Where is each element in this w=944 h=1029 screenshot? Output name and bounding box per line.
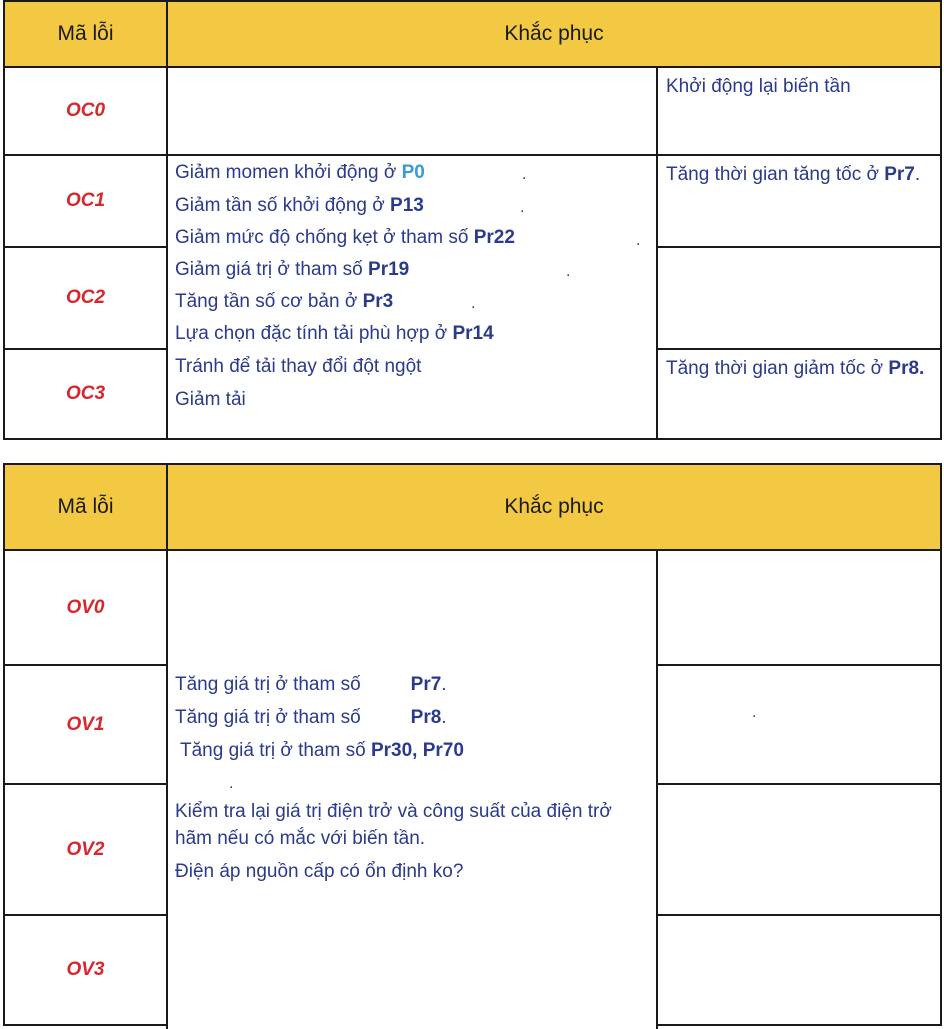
right-oc0 [656,66,942,156]
code-label: OC1 [65,190,106,211]
param-p13: P13 [390,195,424,216]
table1-header-code [3,0,168,68]
param-pr14: Pr14 [452,323,494,344]
table2-middle-merged [166,549,658,1029]
param-pr19: Pr19 [368,259,410,280]
code-ov1 [3,664,168,785]
right-oc3-text [666,355,936,382]
right-oc1-text: Tăng thời gian tăng tốc ở Pr7. [666,164,921,185]
code-oc3 [3,348,168,440]
fix-line-5: Tăng tần số cơ bản ở Pr3 [175,291,394,312]
code-label: OC0 [65,100,106,121]
code-label: OV2 [66,838,105,860]
param-pr7: Pr7 [884,164,915,185]
code-oc1 [3,154,168,248]
ov-paragraph: Kiểm tra lại giá trị điện trở và công suất của điện trở hãm nếu có mắc với biến tần. [175,801,612,849]
header-code-label: Mã lỗi [57,495,114,518]
right-oc0-text: Khởi động lại biến tần [666,76,851,97]
param-pr7: Pr7 [410,674,442,695]
param-p0: P0 [401,162,425,183]
code-label: OV1 [66,713,105,735]
param-pr22: Pr22 [473,227,515,248]
table1-middle-top [166,66,658,156]
param-pr30-pr70: Pr30, Pr70 [370,740,464,761]
code-oc2 [3,246,168,350]
code-label: OC3 [65,383,106,404]
right-oc1 [656,154,942,248]
right-ov3 [656,914,942,1026]
right-oc2 [656,246,942,350]
header-fix-label: Khắc phục [504,495,604,518]
param-pr8: Pr8. [888,358,925,379]
fix-line-3: Giảm mức độ chống kẹt ở tham số Pr22 [175,227,515,248]
code-oc0 [3,66,168,156]
ov-line-3: Tăng giá trị ở tham số Pr30, Pr70 [180,740,464,761]
right-ov0 [656,549,942,666]
header-fix-label: Khắc phục [504,22,604,45]
code-ov3 [3,914,168,1026]
right-ov1: . [656,664,942,785]
fix-line-6: Lựa chọn đặc tính tải phù hợp ở Pr14 [175,323,494,344]
right-ov2 [656,783,942,916]
fix-line-4: Giảm giá trị ở tham số Pr19 [175,259,410,280]
code-label: OC2 [65,287,106,308]
ov-line-2: Tăng giá trị ở tham số Pr8. [175,707,447,728]
table2-header-fix [166,463,942,551]
right-oc3-label: Tăng thời gian giảm tốc ở [666,358,884,379]
code-ov2 [3,783,168,916]
fix-line-2: Giảm tần số khởi động ở P13 [175,195,424,216]
table2-header-code [3,463,168,551]
fix-line-1: Giảm momen khởi động ở P0 [175,162,425,183]
code-label: OV3 [66,959,105,980]
header-code-label: Mã lỗi [57,22,114,45]
param-pr8: Pr8 [410,707,442,728]
code-ov0 [3,549,168,666]
right-oc3 [656,348,942,440]
table1-header-fix [166,0,942,68]
fix-line-7: Tránh để tải thay đổi đột ngột [175,356,422,377]
fix-line-8: Giảm tải [175,389,246,410]
ov-question: Điện áp nguồn cấp có ổn định ko? [175,861,464,882]
param-pr3: Pr3 [362,291,394,312]
ov-line-1: Tăng giá trị ở tham số Pr7. [175,674,447,695]
code-label: OV0 [66,596,105,618]
right-oc1-label: Tăng thời gian tăng tốc ở [666,164,879,185]
